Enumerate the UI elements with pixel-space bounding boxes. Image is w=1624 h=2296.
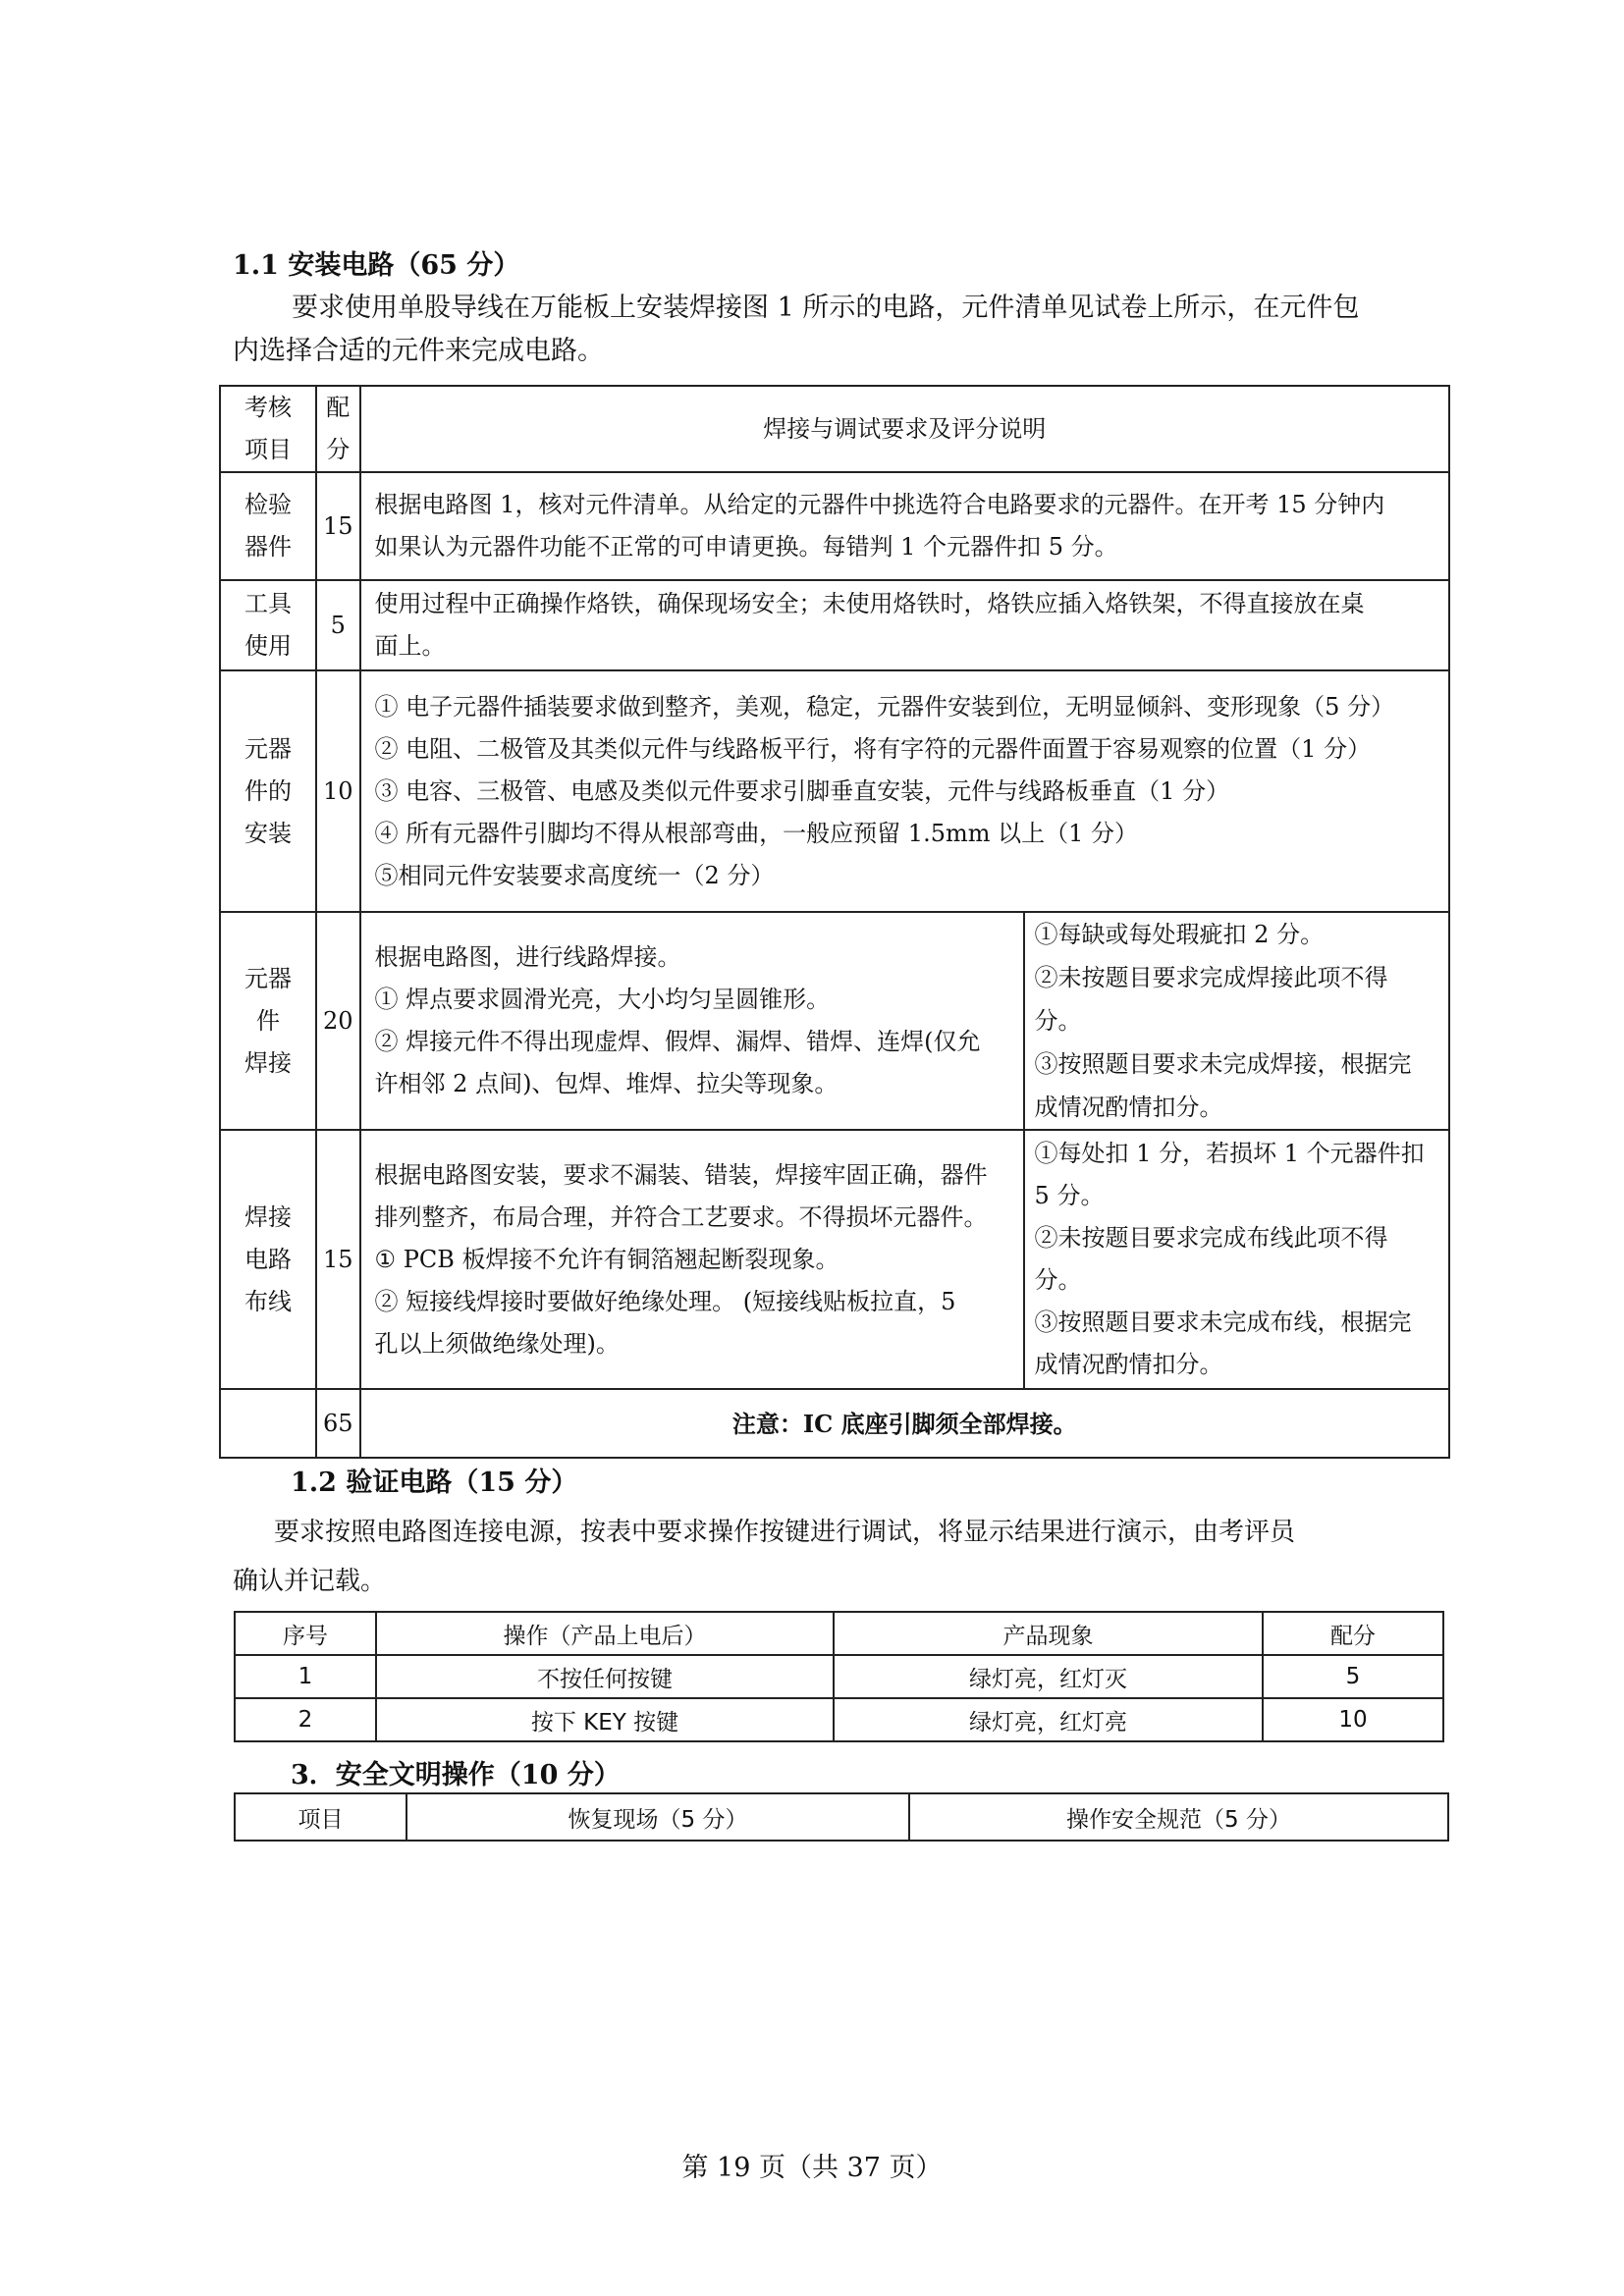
total-note: 注意：IC 底座引脚须全部焊接。 (360, 1389, 1449, 1458)
row-item: 焊接 电路 布线 (220, 1130, 316, 1389)
table-row (220, 912, 1449, 1130)
header-description: 焊接与调试要求及评分说明 (360, 386, 1449, 472)
table-cell: 操作安全规范（5 分） (909, 1793, 1448, 1841)
table-cell: 10 (1263, 1698, 1443, 1741)
row-description: 根据电路图，进行线路焊接。 ① 焊点要求圆滑光亮，大小均匀呈圆锥形。 ② 焊接元件不得出现虚焊、假焊、漏焊、错焊、连焊(仅允 许相邻 2 点间)、包焊、堆焊、拉尖等现象。 (360, 912, 1024, 1130)
table-cell: 按下 KEY 按键 (376, 1698, 834, 1741)
row-score: 5 (316, 580, 360, 670)
table-row (235, 1655, 1443, 1698)
paragraph-line: 要求使用单股导线在万能板上安装焊接图 1 所示的电路，元件清单见试卷上所示，在元件包 (292, 293, 1360, 323)
row-item: 检验 器件 (220, 472, 316, 580)
row-description: 根据电路图安装，要求不漏装、错装，焊接牢固正确，器件 排列整齐，布局合理，并符合工艺要求。不得损坏元器件。 ① PCB 板焊接不允许有铜箔翘起断裂现象。 ② 短接线焊接时要做好绝缘处理。 (短接线贴板拉直，5 孔以上须做绝缘处理)。 (360, 1130, 1024, 1389)
table-cell: 2 (235, 1698, 376, 1741)
row-score: 10 (316, 670, 360, 912)
table-row (235, 1698, 1443, 1741)
row-item: 元器 件 焊接 (220, 912, 316, 1130)
total-score: 65 (316, 1389, 360, 1458)
verification-table (234, 1611, 1444, 1742)
section-3-heading: 3．安全文明操作（10 分） (291, 1760, 621, 1790)
section-1-2-paragraph (233, 1508, 1450, 1606)
safety-table (234, 1792, 1449, 1842)
total-item (220, 1389, 316, 1458)
header-score: 配 分 (316, 386, 360, 472)
table-cell: 不按任何按键 (376, 1655, 834, 1698)
header-item: 考核 项目 (220, 386, 316, 472)
table-header-row (235, 1612, 1443, 1655)
header-cell: 操作（产品上电后） (376, 1612, 834, 1655)
row-score: 20 (316, 912, 360, 1130)
header-cell: 产品现象 (834, 1612, 1263, 1655)
section-1-1-heading: 1.1 安装电路（65 分） (233, 250, 520, 281)
table-row (235, 1793, 1448, 1841)
header-cell: 配分 (1263, 1612, 1443, 1655)
paragraph-line: 内选择合适的元件来完成电路。 (233, 336, 604, 366)
paragraph-line: 确认并记载。 (233, 1567, 387, 1596)
table-cell: 绿灯亮，红灯灭 (834, 1655, 1263, 1698)
table-total-row (220, 1389, 1449, 1458)
row-item: 工具 使用 (220, 580, 316, 670)
row-description: 根据电路图 1，核对元件清单。从给定的元器件中挑选符合电路要求的元器件。在开考 15 分钟内 如果认为元器件功能不正常的可申请更换。每错判 1 个元器件扣 5 分。 (360, 472, 1449, 580)
table-row (220, 472, 1449, 580)
assembly-scoring-table (219, 385, 1450, 1459)
table-cell: 恢复现场（5 分） (406, 1793, 909, 1841)
table-header-row (220, 386, 1449, 472)
table-row (220, 1130, 1449, 1389)
table-row (220, 670, 1449, 912)
row-score: 15 (316, 472, 360, 580)
row-score: 15 (316, 1130, 360, 1389)
row-deduction: ①每处扣 1 分，若损坏 1 个元器件扣 5 分。 ②未按题目要求完成布线此项不得 分。 ③按照题目要求未完成布线，根据完 成情况酌情扣分。 (1024, 1130, 1449, 1389)
row-deduction: ①每缺或每处瑕疵扣 2 分。 ②未按题目要求完成焊接此项不得 分。 ③按照题目要求未完成焊接，根据完 成情况酌情扣分。 (1024, 912, 1449, 1130)
table-cell: 绿灯亮，红灯亮 (834, 1698, 1263, 1741)
section-1-1-paragraph (233, 287, 1450, 373)
row-description: ① 电子元器件插装要求做到整齐，美观，稳定，元器件安装到位，无明显倾斜、变形现象（5 分） ② 电阻、二极管及其类似元件与线路板平行，将有字符的元器件面置于容易观察的位置（1 分） ③ 电容、三极管、电感及类似元件要求引脚垂直安装，元件与线路板垂直（1 分） ④ 所有元器件引脚均不得从根部弯曲，一般应预留 1.5mm 以上（1 分） ⑤相同元件安装要求高度统一（2 分） (360, 670, 1449, 912)
row-description: 使用过程中正确操作烙铁，确保现场安全；未使用烙铁时，烙铁应插入烙铁架，不得直接放在桌 面上。 (360, 580, 1449, 670)
table-cell: 项目 (235, 1793, 406, 1841)
paragraph-line: 要求按照电路图连接电源，按表中要求操作按键进行调试，将显示结果进行演示，由考评员 (274, 1518, 1296, 1547)
row-item: 元器 件的 安装 (220, 670, 316, 912)
header-cell: 序号 (235, 1612, 376, 1655)
table-cell: 5 (1263, 1655, 1443, 1698)
section-1-2-heading: 1.2 验证电路（15 分） (291, 1468, 578, 1498)
table-row (220, 580, 1449, 670)
table-cell: 1 (235, 1655, 376, 1698)
page-number: 第 19 页（共 37 页） (681, 2153, 943, 2183)
